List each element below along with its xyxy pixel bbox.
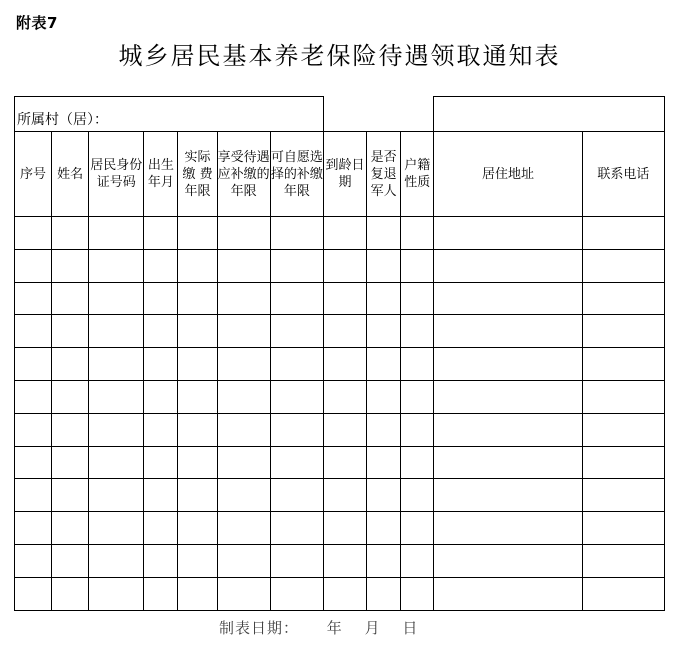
table-cell[interactable] [52,446,89,479]
header-row [15,132,665,217]
table-cell[interactable] [367,544,401,577]
header-optional-makeup-years: 可自愿选择的补缴年限 [270,132,323,217]
table-cell[interactable] [52,544,89,577]
table-row [15,282,665,315]
table-cell[interactable] [217,380,270,413]
table-cell[interactable] [52,249,89,282]
table-cell[interactable] [434,315,582,348]
table-cell[interactable] [217,217,270,250]
table-cell[interactable] [434,380,582,413]
village-gap [323,97,433,132]
table-cell[interactable] [401,479,434,512]
table-cell[interactable] [15,249,52,282]
table-cell[interactable] [323,577,366,610]
table-cell[interactable] [367,315,401,348]
table-cell[interactable] [89,380,144,413]
table-cell[interactable] [401,446,434,479]
table-cell[interactable] [323,282,366,315]
table-cell[interactable] [89,348,144,381]
table-cell[interactable] [15,348,52,381]
table-cell[interactable] [217,413,270,446]
table-cell[interactable] [178,348,217,381]
table-cell[interactable] [401,249,434,282]
table-cell[interactable] [270,413,323,446]
table-row [15,479,665,512]
table-cell[interactable] [270,348,323,381]
table-cell[interactable] [270,282,323,315]
table-cell[interactable] [144,315,178,348]
table-cell[interactable] [434,544,582,577]
header-paid-years: 实际缴 费年限 [178,132,217,217]
table-cell[interactable] [89,217,144,250]
table-cell[interactable] [270,315,323,348]
table-cell[interactable] [144,380,178,413]
footer-date-label: 制表日期： [219,619,300,637]
header-serial: 序号 [15,132,52,217]
table-cell[interactable] [434,348,582,381]
table-cell[interactable] [89,479,144,512]
table-cell[interactable] [323,315,366,348]
table-cell[interactable] [323,348,366,381]
table-cell[interactable] [217,315,270,348]
table-cell[interactable] [401,217,434,250]
table-cell[interactable] [323,249,366,282]
table-cell[interactable] [144,282,178,315]
table-cell[interactable] [367,348,401,381]
table-cell[interactable] [15,315,52,348]
table-cell[interactable] [15,413,52,446]
table-cell[interactable] [144,577,178,610]
table-cell[interactable] [582,479,664,512]
header-required-makeup-years: 享受待遇应补缴的年限 [217,132,270,217]
footer-month: 月 [364,619,381,637]
table-cell[interactable] [15,380,52,413]
footer-day: 日 [402,619,419,637]
table-cell[interactable] [144,544,178,577]
table-cell[interactable] [434,217,582,250]
table-cell[interactable] [401,380,434,413]
table-cell[interactable] [144,348,178,381]
table-cell[interactable] [582,446,664,479]
table-cell[interactable] [434,577,582,610]
table-cell[interactable] [89,446,144,479]
table-cell[interactable] [434,446,582,479]
table-cell[interactable] [144,217,178,250]
table-row [15,577,665,610]
table-cell[interactable] [270,479,323,512]
table-cell[interactable] [270,512,323,545]
table-cell[interactable] [178,413,217,446]
table-cell[interactable] [434,479,582,512]
header-id-number: 居民身份证号码 [89,132,144,217]
table-cell[interactable] [15,544,52,577]
table-cell[interactable] [270,217,323,250]
table-row [15,249,665,282]
table-cell[interactable] [401,512,434,545]
header-name: 姓名 [52,132,89,217]
table-row [15,380,665,413]
table-row [15,217,665,250]
table-cell[interactable] [178,315,217,348]
table-cell[interactable] [582,348,664,381]
table-cell[interactable] [323,479,366,512]
table-cell[interactable] [401,348,434,381]
table-cell[interactable] [367,380,401,413]
table-row [15,544,665,577]
table-cell[interactable] [178,249,217,282]
table-row [15,413,665,446]
table-cell[interactable] [144,479,178,512]
table-cell[interactable] [15,512,52,545]
table-row [15,348,665,381]
table-cell[interactable] [217,577,270,610]
table-cell[interactable] [15,577,52,610]
table-cell[interactable] [401,413,434,446]
table-cell[interactable] [89,249,144,282]
table-cell[interactable] [52,217,89,250]
header-address: 居住地址 [434,132,582,217]
table-row [15,446,665,479]
table-cell[interactable] [367,446,401,479]
table-cell[interactable] [52,380,89,413]
table-cell[interactable] [270,249,323,282]
header-veteran: 是否复退军人 [367,132,401,217]
table-row [15,315,665,348]
table-cell[interactable] [178,479,217,512]
header-household-type: 户籍性质 [401,132,434,217]
table-cell[interactable] [323,413,366,446]
table-cell[interactable] [323,544,366,577]
table-cell[interactable] [178,446,217,479]
footer-date-line [219,617,426,638]
table-cell[interactable] [178,544,217,577]
table-cell[interactable] [582,282,664,315]
table-row [15,512,665,545]
table-cell[interactable] [178,282,217,315]
table-cell[interactable] [89,544,144,577]
form-title: 城乡居民基本养老保险待遇领取通知表 [118,42,561,70]
table-cell[interactable] [52,577,89,610]
table-cell[interactable] [52,479,89,512]
table-cell[interactable] [401,577,434,610]
table-cell[interactable] [323,217,366,250]
table-cell[interactable] [367,249,401,282]
table-cell[interactable] [15,479,52,512]
table-cell[interactable] [217,249,270,282]
table-cell[interactable] [434,413,582,446]
table-cell[interactable] [582,577,664,610]
table-cell[interactable] [178,217,217,250]
table-cell[interactable] [323,446,366,479]
table-cell[interactable] [15,217,52,250]
table-cell[interactable] [89,512,144,545]
table-cell[interactable] [270,446,323,479]
table-cell[interactable] [367,512,401,545]
table-cell[interactable] [270,544,323,577]
table-cell[interactable] [582,217,664,250]
table-cell[interactable] [52,512,89,545]
table-cell[interactable] [144,413,178,446]
table-cell[interactable] [582,413,664,446]
table-cell[interactable] [270,380,323,413]
village-extra-cell [434,97,665,132]
table-cell[interactable] [582,512,664,545]
table-cell[interactable] [434,249,582,282]
table-cell[interactable] [367,577,401,610]
table-cell[interactable] [52,282,89,315]
table-cell[interactable] [178,512,217,545]
table-cell[interactable] [401,315,434,348]
table-cell[interactable] [217,348,270,381]
table-cell[interactable] [178,577,217,610]
table-cell[interactable] [178,380,217,413]
table-cell[interactable] [144,446,178,479]
table-cell[interactable] [217,544,270,577]
notice-table [14,96,665,611]
table-cell[interactable] [434,282,582,315]
header-eligible-date: 到龄日期 [323,132,366,217]
table-cell[interactable] [367,413,401,446]
footer-year: 年 [326,619,343,637]
table-cell[interactable] [367,217,401,250]
village-label: 所属村（居）： [17,112,108,128]
table-cell[interactable] [217,282,270,315]
table-cell[interactable] [89,282,144,315]
table-cell[interactable] [52,315,89,348]
table-cell[interactable] [89,413,144,446]
table-cell[interactable] [89,315,144,348]
table-cell[interactable] [582,315,664,348]
village-row [15,97,665,132]
village-field [15,97,324,132]
table-cell[interactable] [582,544,664,577]
table-cell[interactable] [401,282,434,315]
table-cell[interactable] [217,512,270,545]
table-cell[interactable] [52,348,89,381]
table-cell[interactable] [434,512,582,545]
table-cell[interactable] [401,544,434,577]
table-cell[interactable] [582,380,664,413]
table-cell[interactable] [15,282,52,315]
table-cell[interactable] [367,479,401,512]
appendix-label: 附表7 [16,14,58,32]
table-cell[interactable] [217,479,270,512]
header-birth-date: 出生年月 [144,132,178,217]
table-cell[interactable] [270,577,323,610]
table-cell[interactable] [367,282,401,315]
table-cell[interactable] [144,512,178,545]
table-cell[interactable] [15,446,52,479]
header-phone: 联系电话 [582,132,664,217]
table-cell[interactable] [144,249,178,282]
table-cell[interactable] [323,380,366,413]
table-cell[interactable] [89,577,144,610]
table-cell[interactable] [52,413,89,446]
table-cell[interactable] [217,446,270,479]
table-cell[interactable] [582,249,664,282]
table-cell[interactable] [323,512,366,545]
